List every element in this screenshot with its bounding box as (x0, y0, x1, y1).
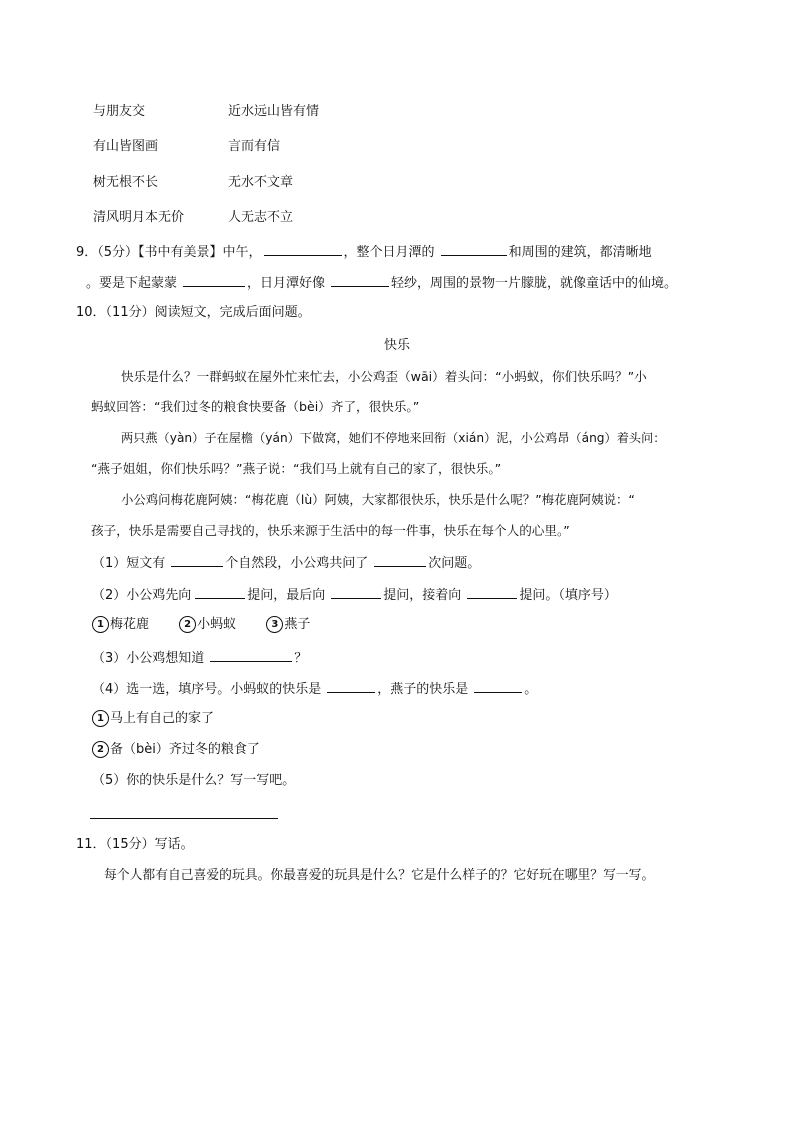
blank-10-4-1[interactable] (327, 679, 375, 693)
subquestion-2-text-b: 提问，最后向 (247, 588, 326, 603)
match-right-4: 人无志不立 (228, 210, 294, 225)
blank-10-3[interactable] (210, 648, 292, 662)
subquestion-1-text-a: （1）短文有 (92, 556, 166, 571)
option-3 (266, 616, 310, 634)
match-right-3: 无水不文章 (228, 175, 294, 190)
subquestion-4-text-c: 。 (524, 682, 538, 697)
answer-line[interactable] (90, 818, 278, 819)
choice-2 (92, 741, 260, 759)
subquestion-2 (92, 585, 617, 605)
option-1 (92, 616, 149, 634)
question-9-text-e: ，日月潭好像 (247, 276, 326, 291)
match-right-1: 近水远山皆有情 (228, 104, 320, 119)
question-9-text-a: 9．（5分）【书中有美景】中午， (76, 245, 262, 260)
subquestion-2-text-d: 提问。（填序号） (519, 588, 617, 603)
blank-9-2[interactable] (441, 242, 507, 256)
blank-9-3[interactable] (183, 273, 245, 287)
option-2-label: 小蚂蚁 (197, 617, 237, 632)
passage-paragraph-3b: 孩子，快乐是需要自己寻找的，快乐来源于生活中的每一件事，快乐在每个人的心里。” (91, 523, 570, 538)
circled-number-2b: 2 (92, 741, 109, 758)
passage-paragraph-1a: 快乐是什么？一群蚂蚁在屋外忙来忙去，小公鸡歪（wāi）着头问：“小蚂蚁，你们快乐吗？”小 (121, 369, 647, 384)
question-9-line-2 (86, 273, 677, 293)
blank-10-1-2[interactable] (374, 553, 426, 567)
question-9-line-1 (76, 242, 652, 262)
choice-1-label: 马上有自己的家了 (110, 711, 215, 726)
question-9-text-d: 。要是下起蒙蒙 (86, 276, 178, 291)
subquestion-3-text-b: ？ (294, 651, 308, 666)
subquestion-1-text-c: 次问题。 (428, 556, 481, 571)
match-left-3: 树无根不长 (93, 175, 159, 190)
blank-9-4[interactable] (331, 273, 389, 287)
option-1-label: 梅花鹿 (110, 617, 150, 632)
subquestion-2-text-c: 提问，接着向 (383, 588, 462, 603)
question-11-prompt: 每个人都有自己喜爱的玩具。你最喜爱的玩具是什么？它是什么样子的？它好玩在哪里？写一写。 (104, 868, 655, 883)
subquestion-4 (92, 679, 537, 699)
question-11-header: 11．（15分）写话。 (76, 837, 194, 852)
question-9-text-f: 轻纱，周围的景物一片朦胧，就像童话中的仙境。 (391, 276, 678, 291)
subquestion-4-text-b: ，燕子的快乐是 (377, 682, 469, 697)
match-left-4: 清风明月本无价 (93, 210, 185, 225)
question-9-text-b: ，整个日月潭的 (343, 245, 435, 260)
subquestion-5: （5）你的快乐是什么？写一写吧。 (92, 773, 296, 788)
subquestion-1 (92, 553, 480, 573)
subquestion-1-text-b: 个自然段，小公鸡共问了 (225, 556, 369, 571)
question-9-text-c: 和周围的建筑，都清晰地 (508, 245, 652, 260)
blank-10-2-3[interactable] (467, 585, 517, 599)
option-row (92, 616, 336, 634)
passage-paragraph-3a: 小公鸡问梅花鹿阿姨：“梅花鹿（lù）阿姨，大家都很快乐，快乐是什么呢？”梅花鹿阿姨说：“ (121, 492, 635, 507)
circled-number-2: 2 (179, 616, 196, 633)
blank-10-1-1[interactable] (171, 553, 223, 567)
passage-paragraph-2a: 两只燕（yàn）子在屋檐（yán）下做窝，她们不停地来回衔（xián）泥，小公鸡昂（áng）着头问： (121, 431, 666, 445)
passage-paragraph-1b: 蚂蚁回答：“我们过冬的粮食快要备（bèi）齐了，很快乐。” (91, 399, 420, 414)
subquestion-3 (92, 648, 307, 668)
choice-2-label: 备（bèi）齐过冬的粮食了 (110, 742, 260, 757)
circled-number-1: 1 (92, 616, 109, 633)
choice-1 (92, 710, 214, 728)
blank-10-2-2[interactable] (331, 585, 381, 599)
option-3-label: 燕子 (284, 617, 311, 632)
subquestion-2-text-a: （2）小公鸡先向 (92, 588, 192, 603)
blank-10-4-2[interactable] (474, 679, 522, 693)
question-10-header: 10．（11分）阅读短文，完成后面问题。 (76, 305, 311, 320)
blank-10-2-1[interactable] (195, 585, 245, 599)
subquestion-4-text-a: （4）选一选，填序号。小蚂蚁的快乐是 (92, 682, 322, 697)
match-left-2: 有山皆图画 (93, 139, 159, 154)
passage-title: 快乐 (383, 338, 410, 353)
match-left-1: 与朋友交 (93, 104, 146, 119)
match-right-2: 言而有信 (228, 139, 281, 154)
circled-number-1b: 1 (92, 710, 109, 727)
subquestion-3-text-a: （3）小公鸡想知道 (92, 651, 205, 666)
passage-paragraph-2b: “燕子姐姐，你们快乐吗？”燕子说：“我们马上就有自己的家了，很快乐。” (91, 461, 502, 476)
blank-9-1[interactable] (264, 242, 342, 256)
option-2 (179, 616, 236, 634)
circled-number-3: 3 (266, 616, 283, 633)
